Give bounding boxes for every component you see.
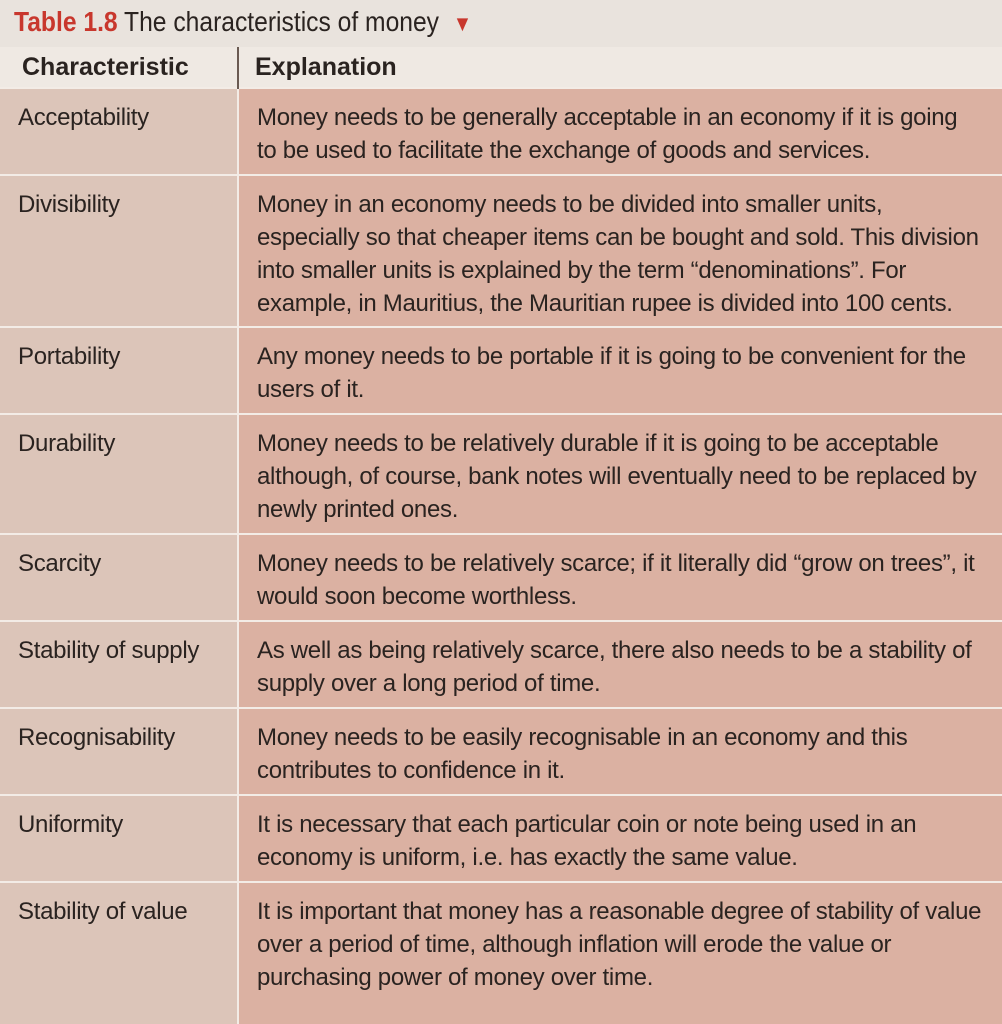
header-row	[0, 47, 1002, 88]
explanation-cell: Money in an economy needs to be divided into smaller units, especially so that cheaper items can be bought and sold. This division into smaller units is explained by the term “denominations”. For example, in Mauritius, the Mauritian rupee is divided into 100 cents.	[238, 175, 1002, 327]
explanation-cell: Any money needs to be portable if it is going to be convenient for the users of it.	[238, 327, 1002, 414]
table-number: Table 1.8	[14, 6, 118, 37]
table-row	[0, 327, 1002, 414]
characteristic-cell: Stability of value	[0, 882, 238, 1024]
explanation-cell: Money needs to be relatively durable if it is going to be acceptable although, of course, bank notes will eventually need to be replaced by newly printed ones.	[238, 414, 1002, 534]
table-row	[0, 88, 1002, 175]
explanation-cell: Money needs to be easily recognisable in an economy and this contributes to confidence in it.	[238, 708, 1002, 795]
characteristics-table	[0, 47, 1002, 1024]
table-row	[0, 534, 1002, 621]
table-row	[0, 708, 1002, 795]
characteristic-cell: Scarcity	[0, 534, 238, 621]
table-row	[0, 414, 1002, 534]
table-title: The characteristics of money	[124, 6, 440, 37]
characteristic-cell: Divisibility	[0, 175, 238, 327]
column-header-explanation: Explanation	[238, 47, 1002, 88]
characteristic-cell: Portability	[0, 327, 238, 414]
explanation-cell: As well as being relatively scarce, there also needs to be a stability of supply over a long period of time.	[238, 621, 1002, 708]
table-row	[0, 621, 1002, 708]
triangle-down-icon: ▼	[452, 11, 473, 36]
explanation-cell: Money needs to be relatively scarce; if it literally did “grow on trees”, it would soon become worthless.	[238, 534, 1002, 621]
column-header-characteristic: Characteristic	[0, 47, 238, 88]
table-row	[0, 795, 1002, 882]
table-caption	[14, 2, 472, 42]
characteristic-cell: Acceptability	[0, 88, 238, 175]
explanation-cell: Money needs to be generally acceptable in an economy if it is going to be used to facilitate the exchange of goods and services.	[238, 88, 1002, 175]
explanation-cell: It is important that money has a reasonable degree of stability of value over a period of time, although inflation will erode the value or purchasing power of money over time.	[238, 882, 1002, 1024]
characteristic-cell: Uniformity	[0, 795, 238, 882]
characteristic-cell: Durability	[0, 414, 238, 534]
explanation-cell: It is necessary that each particular coin or note being used in an economy is uniform, i.e. has exactly the same value.	[238, 795, 1002, 882]
characteristic-cell: Recognisability	[0, 708, 238, 795]
table-row	[0, 882, 1002, 1024]
table-row	[0, 175, 1002, 327]
characteristic-cell: Stability of supply	[0, 621, 238, 708]
